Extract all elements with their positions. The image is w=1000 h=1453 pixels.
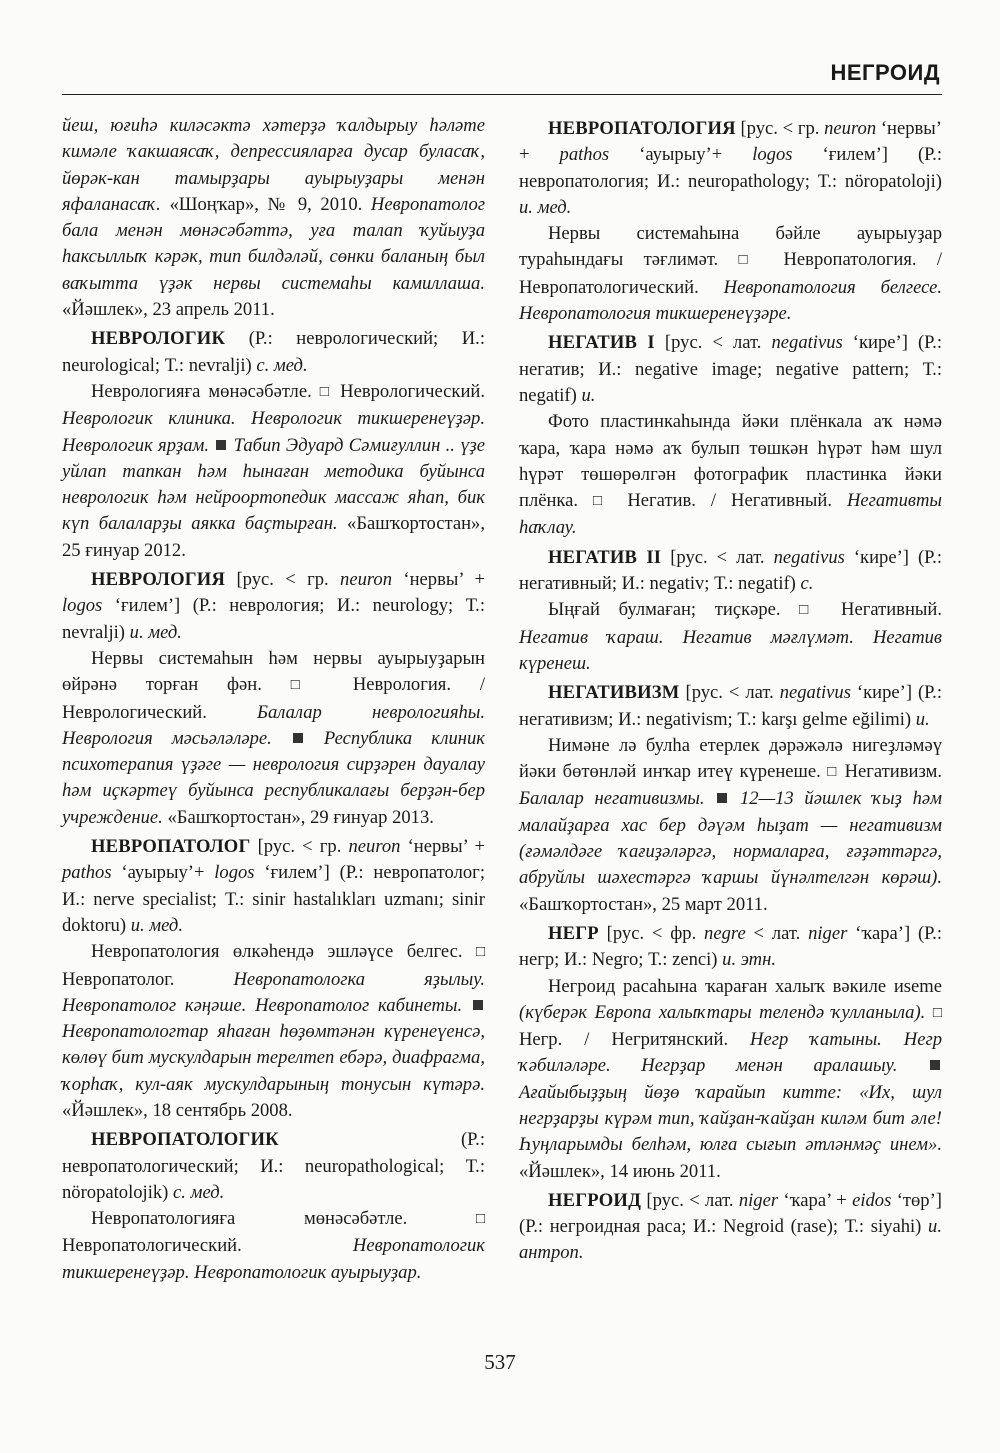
dictionary-entry-head <box>519 545 942 598</box>
italic-text: Негр ҡатыны. Негр ҡәбиләләре. Негрҙар менән аралашыу. <box>519 1029 942 1077</box>
continued-paragraph <box>62 113 485 323</box>
text-run: «Шоңҡар», № 9, 2010. <box>160 193 371 215</box>
italic-text: Невропатологка яҙылыу. Невропатолог кәңәше. Невропатолог кабинеты. <box>62 968 486 1016</box>
text-run: ‘ауырыу’+ <box>111 862 215 884</box>
text-run: Невропатолог. <box>62 968 234 990</box>
text-run: «Йәшлек», 23 апрель 2011. <box>62 299 275 321</box>
example-marker-icon <box>930 1060 940 1070</box>
text-run: ‘ауырыу’+ <box>609 144 753 166</box>
dictionary-entry-head <box>519 116 942 221</box>
text-run: Негр. / Негритянский. <box>519 1029 751 1051</box>
italic-text: neuron <box>340 569 393 591</box>
italic-text: и. <box>915 708 930 730</box>
italic-text: negativus <box>773 546 845 568</box>
italic-text: Невропатология белгесе. Невропатология тикшеренеүҙәре. <box>519 276 942 325</box>
definition-paragraph <box>62 939 485 1124</box>
italic-text: с. <box>800 573 814 595</box>
header-rule <box>62 94 942 95</box>
dictionary-entry-head <box>62 834 485 939</box>
text-run: [рус. < гр. <box>735 118 825 139</box>
text-run: Неврологический. <box>332 380 486 402</box>
italic-text: (күберәк Европа халыҡтары телендә ҡулланыла). <box>519 1001 926 1023</box>
headword: НЕВРОПАТОЛОГ <box>91 836 251 858</box>
text-run: ‘төр’] (Р.: негроидная раса; И.: Negroid (rase); Т.: siyahi) <box>519 1189 942 1238</box>
italic-text: niger <box>738 1189 779 1211</box>
text-run: [рус. < лат. <box>661 546 774 568</box>
right-column <box>519 113 942 1267</box>
italic-text: с. мед. <box>256 354 308 376</box>
text-run: Нервы системаһына бәйле ауырыуҙар тураһындағы тәғлимәт. <box>519 223 942 271</box>
text-run: ‘ҡара’ + <box>778 1189 853 1211</box>
italic-text: Балалар неврологияһы. Неврология мәсьәләләре. <box>62 701 485 749</box>
italic-text: и. мед. <box>519 196 572 218</box>
derivatives-marker-icon: □ <box>932 1004 942 1021</box>
text-run: ‘кире’] (Р.: негативный; И.: negativ; Т.: negatif) <box>519 546 942 595</box>
italic-text: Невропатологик тикшеренеүҙәр. Невропатологик ауырыуҙар. <box>62 1235 485 1283</box>
italic-text: pathos <box>62 862 112 884</box>
italic-text: и. мед. <box>130 914 183 936</box>
definition-paragraph <box>519 597 942 677</box>
definition-paragraph <box>519 409 942 541</box>
italic-text: negativus <box>779 682 851 704</box>
text-run: ‘нервы’ + <box>519 118 942 166</box>
text-run: Фото пластинкаһында йәки плёнкала аҡ нәмә ҡара, ҡара нәмә аҡ булып төшкән һүрәт һәм шул һүрәт төшөрөлгән фотографик пластинка йәки плёнка. <box>519 411 942 512</box>
text-run: [рус. < гр. <box>225 569 341 591</box>
text-run <box>272 728 291 749</box>
derivatives-marker-icon: □ <box>290 677 324 694</box>
text-run: Негативный. <box>822 599 942 621</box>
italic-text: с. мед. <box>173 1181 225 1203</box>
text-run: «Башҡортостан», 25 ғинуар 2012. <box>62 513 485 561</box>
derivatives-marker-icon: □ <box>319 383 333 400</box>
definition-paragraph <box>62 646 485 831</box>
example-marker-icon <box>216 440 226 450</box>
derivatives-marker-icon: □ <box>593 493 613 510</box>
italic-text: и. мед. <box>129 621 182 643</box>
example-marker-icon <box>717 793 727 803</box>
text-run: ‘ғилем’] (Р.: невропатология; И.: neuropathology; Т.: nöropatoloji) <box>519 144 943 192</box>
text-run: ‘ғилем’] (Р.: неврология; И.: neurology; Т.: nevralji) <box>62 595 485 643</box>
text-run: Нимәне лә булһа етерлек дәрәжәлә нигеҙләмәү йәки бөтөнләй инҡар итеү күренеше. <box>519 734 942 783</box>
text-run <box>897 1055 928 1076</box>
text-run: < лат. <box>745 922 809 944</box>
text-run <box>729 788 740 809</box>
italic-text: 12—13 йәшлек ҡыҙ һәм малайҙарға хас бер дәүәм һыҙат — негативизм (ғәмәлдәге ҡағиҙәләргә, нормаларға, ғәҙәттәргә, абруйлы шәхестәргә ҡаршы йүнәлтелгән көрәш). <box>519 788 943 889</box>
headword: НЕВРОЛОГИК <box>91 328 226 350</box>
italic-text: Республика клиник психотерапия үҙәге — неврология сирҙәрен дауалау һәм иҫкәртеү буйынса республикалағы берҙән-бер учреждение. <box>62 727 485 828</box>
example-marker-icon <box>293 733 303 743</box>
text-run: [рус. < лат. <box>679 682 780 704</box>
dictionary-entry-head <box>519 680 942 733</box>
italic-text: Табип Эдуард Сәмиғуллин .. үҙе уйлап тапкан һәм һынаған методика буйынса неврологик һәм нейроортопедик массаж яһап, бик күп балаларҙы аякка баҫтырған. <box>62 434 485 535</box>
italic-text: Балалар негативизмы. <box>519 788 705 810</box>
definition-paragraph <box>519 733 942 918</box>
derivatives-marker-icon: □ <box>799 602 823 619</box>
italic-text: neuron <box>348 836 401 858</box>
dictionary-entry-head <box>62 326 485 379</box>
italic-text: Негативты һаҡлау. <box>519 490 943 539</box>
headword: НЕГАТИВ I <box>548 332 655 354</box>
left-column <box>62 113 485 1286</box>
italic-text: eidos <box>852 1189 892 1211</box>
italic-text: neuron <box>824 118 877 139</box>
dictionary-entry-head <box>519 330 942 409</box>
text-run: Невропатология өлкәһендә эшләүсе белгес. <box>91 941 476 963</box>
text-run: [рус. < фр. <box>598 922 705 944</box>
text-run: Негроид расаһына ҡараған халыҡ вәкиле иseme <box>548 975 942 997</box>
text-run: Негатив. / Негативный. <box>612 490 847 512</box>
text-run <box>462 995 471 1016</box>
text-run: Невропатологический. <box>62 1235 353 1257</box>
italic-text: logos <box>214 862 255 884</box>
definition-paragraph <box>62 379 485 564</box>
headword: НЕВРОПАТОЛОГИК <box>91 1129 279 1151</box>
italic-text: niger <box>808 922 848 944</box>
italic-text: pathos <box>559 144 610 166</box>
running-head: НЕГРОИД <box>830 60 940 85</box>
text-run: Нервы системаһын һәм нервы ауырыуҙарын өйрәнә торған фән. <box>62 647 485 696</box>
text-run: «Йәшлек», 14 июнь 2011. <box>519 1160 721 1182</box>
derivatives-marker-icon: □ <box>738 252 764 269</box>
text-run <box>305 728 324 749</box>
italic-text: йеш, юғиһә киләсәктә хәтерҙә ҡалдырыу һәләте кимәле ҡакшаясаҡ, депрессияларға дусар буласаҡ, йөрәк-кан тамырҙары ауырыуҙары менән яфаланасаҡ. <box>62 115 485 215</box>
italic-text: и. этн. <box>722 949 776 971</box>
definition-paragraph <box>62 1206 485 1286</box>
text-run: ‘ғилем’] (Р.: невропатолог; И.: nerve specialist; Т.: sinir hastalıkları uzmanı; sinir doktoru) <box>62 862 485 936</box>
text-run: (Р.: невропатологический; И.: neuropathological; Т.: nöropatolojik) <box>62 1129 485 1203</box>
text-run: Неврологияға мөнәсәбәтле. <box>91 380 320 402</box>
italic-text: Неврологик клиника. Неврологик тикшеренеүҙәр. Неврологик ярҙам. <box>62 408 485 456</box>
text-run: ‘кире’] (Р.: негативизм; И.: negativism; Т.: karşı gelme eğilimi) <box>519 682 942 730</box>
text-run: ‘ҡара’] (Р.: негр; И.: Negro; Т.: zenci) <box>519 922 943 971</box>
text-run: [рус. < гр. <box>250 836 349 858</box>
dictionary-entry-head <box>519 921 942 974</box>
headword: НЕГР <box>548 922 599 944</box>
dictionary-entry-head <box>62 1127 485 1206</box>
italic-text: Ағайыбыҙҙың йөҙө ҡарайып китте: «Их, шул негрҙарҙы күрәм тип, ҡайҙан-ҡайҙан киләм бит әле! Һуңларымды белһәм, юлға сығып әтләнмәҫ инем». <box>519 1081 942 1156</box>
text-run <box>705 788 716 809</box>
text-run: (Р.: неврологический; И.: neurological; Т.: nevralji) <box>62 328 485 376</box>
derivatives-marker-icon: □ <box>827 764 839 781</box>
definition-paragraph <box>519 221 942 327</box>
definition-paragraph <box>519 974 942 1185</box>
text-run: Невропатология. / Невропатологический. <box>519 249 942 298</box>
dictionary-entry-head <box>62 567 485 646</box>
text-run: [рус. < лат. <box>641 1189 739 1211</box>
italic-text: negativus <box>771 332 843 354</box>
text-run: Невропатологияға мөнәсәбәтле. <box>91 1208 476 1230</box>
italic-text: negre <box>704 922 746 944</box>
italic-text: и. <box>581 384 596 406</box>
italic-text: и. антроп. <box>519 1216 942 1264</box>
text-run: «Йәшлек», 18 сентябрь 2008. <box>62 1099 293 1121</box>
dictionary-entry-head <box>519 1188 942 1267</box>
text-run: [рус. < лат. <box>654 332 772 354</box>
text-run: ‘нервы’ + <box>392 569 486 591</box>
headword: НЕГАТИВ II <box>548 546 662 568</box>
derivatives-marker-icon: □ <box>475 944 485 961</box>
example-marker-icon <box>473 1000 483 1010</box>
headword: НЕВРОЛОГИЯ <box>91 569 226 591</box>
text-run: Ыңғай булмаған; тиҫкәре. <box>548 599 800 621</box>
text-run: «Башҡортостан», 25 март 2011. <box>519 893 768 915</box>
text-run <box>209 435 214 456</box>
headword: НЕГАТИВИЗМ <box>548 682 680 704</box>
text-run: ‘нервы’ + <box>400 836 485 858</box>
headword: НЕГРОИД <box>548 1189 642 1211</box>
text-run: ‘кире’] (Р.: негатив; И.: negative image; negative pattern; Т.: negatif) <box>519 332 942 406</box>
italic-text: Негатив ҡараш. Негатив мәғлүмәт. Негатив күренеш. <box>519 626 942 674</box>
headword: НЕВРОПАТОЛОГИЯ <box>548 118 736 139</box>
italic-text: Невропатологтар яһаған һөҙөмтәнән күренеүенсә, көлөү бит мускулдарын терелтеп ебәрә, диафрагма, ҡорһаҡ, кул-аяк мускулдарының тонусын күтәрә. <box>62 1021 485 1095</box>
text-run: «Башҡортостан», 29 ғинуар 2013. <box>162 806 434 828</box>
text-run: Неврология. / Неврологический. <box>62 674 486 723</box>
text-run <box>925 1002 933 1023</box>
text-run: Негативизм. <box>838 761 942 783</box>
page-number: 537 <box>484 1350 516 1374</box>
italic-text: logos <box>62 595 103 617</box>
italic-text: logos <box>752 144 793 166</box>
italic-text: Невропатолог бала менән мөнәсәбәттә, уға талап ҡуйыуҙа һаксыллыҡ кәрәк, тип билдәләй, сөнки баланың был ваҡытта үҙәк нервы системаһы камиллаша. <box>62 193 485 294</box>
derivatives-marker-icon: □ <box>475 1211 485 1228</box>
